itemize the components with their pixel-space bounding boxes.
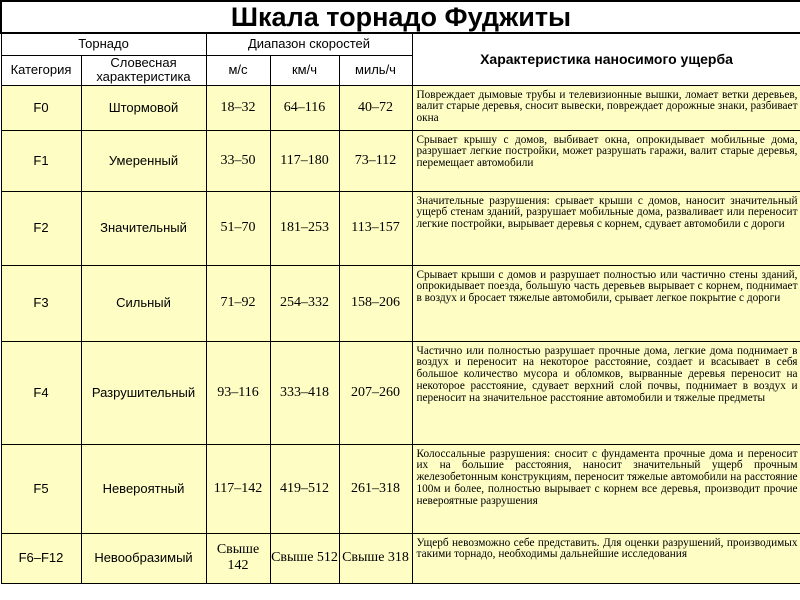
row-mph: 113–157 — [339, 191, 412, 265]
row-verbal: Невероятный — [81, 444, 206, 533]
row-mph: 158–206 — [339, 265, 412, 341]
row-ms: 51–70 — [206, 191, 270, 265]
header-mph: миль/ч — [339, 55, 412, 85]
row-category: F2 — [1, 191, 81, 265]
header-kmh: км/ч — [270, 55, 339, 85]
row-verbal: Сильный — [81, 265, 206, 341]
row-damage-description: Повреждает дымовые трубы и телевизионные вышки, ломает ветки деревьев, валит старые деревья, сносит вывески, повреждает дорожные знаки, разбивает окна — [412, 85, 800, 130]
row-verbal: Умеренный — [81, 130, 206, 191]
table-row — [1, 85, 800, 130]
table-row — [1, 341, 800, 444]
row-ms: 71–92 — [206, 265, 270, 341]
row-category: F3 — [1, 265, 81, 341]
row-verbal: Разрушительный — [81, 341, 206, 444]
row-mph: 40–72 — [339, 85, 412, 130]
row-kmh: 117–180 — [270, 130, 339, 191]
table-row — [1, 191, 800, 265]
row-category: F0 — [1, 85, 81, 130]
header-category: Категория — [1, 55, 81, 85]
row-damage-description: Частично или полностью разрушает прочные дома, легкие дома поднимает в воздух и переносит на некоторое расстояние, создает и всасывает в себя большое количество мусора и обломков, вырванные деревья переносит на некоторое расстояние, сдувает верхний слой почвы, поднимает в воздух и переносит на значительное расстояние автомобили и тяжелые предметы — [412, 341, 800, 444]
row-mph: 73–112 — [339, 130, 412, 191]
row-mph: Свыше 318 — [339, 533, 412, 583]
header-speed-group: Диапазон скоростей — [206, 33, 412, 55]
page-title: Шкала торнадо Фуджиты — [1, 1, 800, 33]
table-row — [1, 265, 800, 341]
row-kmh: 64–116 — [270, 85, 339, 130]
row-kmh: 333–418 — [270, 341, 339, 444]
row-damage-description: Срывает крышу с домов, выбивает окна, опрокидывает мобильные дома, разрушает легкие постройки, может разрушать гаражи, валит старые деревья, перемещает автомобили — [412, 130, 800, 191]
row-category: F6–F12 — [1, 533, 81, 583]
row-ms: Свыше 142 — [206, 533, 270, 583]
header-damage: Характеристика наносимого ущерба — [412, 33, 800, 85]
header-ms: м/с — [206, 55, 270, 85]
row-ms: 18–32 — [206, 85, 270, 130]
row-damage-description: Срывает крыши с домов и разрушает полностью или частично стены зданий, опрокидывает поезда, большую часть деревьев вырывает с корнем, поднимает в воздух и бросает тяжелые автомобили, срывает легкое покрытие с дороги — [412, 265, 800, 341]
row-ms: 33–50 — [206, 130, 270, 191]
header-tornado-group: Торнадо — [1, 33, 206, 55]
table-row — [1, 130, 800, 191]
row-verbal: Невообразимый — [81, 533, 206, 583]
row-kmh: 181–253 — [270, 191, 339, 265]
row-kmh: Свыше 512 — [270, 533, 339, 583]
row-verbal: Штормовой — [81, 85, 206, 130]
table-row — [1, 533, 800, 583]
row-mph: 261–318 — [339, 444, 412, 533]
row-ms: 117–142 — [206, 444, 270, 533]
row-verbal: Значительный — [81, 191, 206, 265]
row-category: F5 — [1, 444, 81, 533]
row-category: F4 — [1, 341, 81, 444]
row-kmh: 254–332 — [270, 265, 339, 341]
row-kmh: 419–512 — [270, 444, 339, 533]
row-damage-description: Ущерб невозможно себе представить. Для оценки разрушений, производимых такими торнадо, необходимы дальнейшие исследования — [412, 533, 800, 583]
table-row — [1, 444, 800, 533]
row-damage-description: Значительные разрушения: срывает крыши с домов, наносит значительный ущерб стенам зданий, разрушает мобильные дома, разваливает или переносит легкие постройки, вырывает деревья с корнем, сдувает автомобили с дороги — [412, 191, 800, 265]
header-verbal: Словесная характеристика — [81, 55, 206, 85]
row-damage-description: Колоссальные разрушения: сносит с фундамента прочные дома и переносит их на большие расстояния, наносит значительный ущерб прочным железобетонным конструкциям, переносит тяжелые автомобили на расстояние 100м и более, полностью вырывает с корнем все деревья, производит прочие невероятные разрушения — [412, 444, 800, 533]
row-mph: 207–260 — [339, 341, 412, 444]
row-ms: 93–116 — [206, 341, 270, 444]
row-category: F1 — [1, 130, 81, 191]
